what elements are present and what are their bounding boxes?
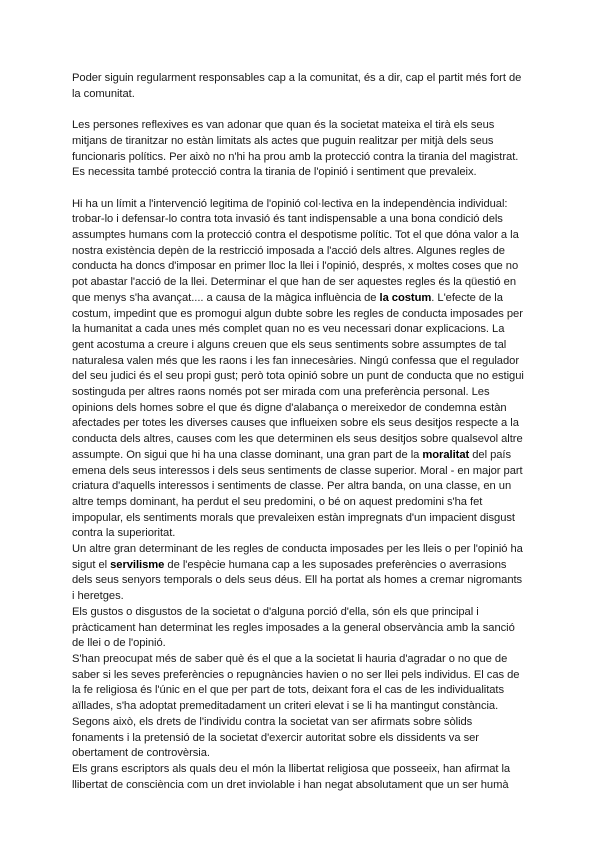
text-line: aïllades, s'ha adoptat premeditadament un criteri elevat i se li ha mantingut constància.	[72, 700, 499, 713]
text-line: la fe religiosa és l'únic en el que per part de tots, deixant fora el cas de les individualitats	[72, 684, 505, 697]
text-line: del seu judici és el seu propi gust; però tota opinió sobre un punt de conducta que no estigui	[72, 370, 524, 383]
paragraph	[72, 197, 530, 542]
text-line: la comunitat.	[72, 87, 135, 100]
paragraph-spacer	[72, 181, 530, 197]
text-line: assumptes humans com la protecció contra el despotisme polític. Tot el que dóna valor a la	[72, 229, 519, 241]
text-line: Les persones reflexives es van adonar que quan és la societat mateixa el tirà els seus	[72, 119, 495, 132]
text-line: altre temps dominant, ha perdut el seu predomini, o bé on aquest predomini s'ha fet	[72, 495, 483, 508]
text-line: mitjans de tiranitzar no estàn limitats als actes que puguin realitzar per mitjà dels seus	[72, 134, 494, 147]
bold-term: la costum	[379, 291, 432, 304]
paragraph	[72, 118, 530, 181]
paragraph	[72, 605, 530, 652]
text-line: i heretges.	[72, 590, 124, 603]
paragraph	[72, 71, 530, 102]
text-line: saber si les seves preferències o repugnàncies havien o no ser llei pels individus. El cas de	[72, 668, 520, 681]
text-line	[72, 448, 530, 464]
text-line: Hi ha un límit a l'intervenció legitima de l'opinió col·lectiva en la independència individual:	[72, 197, 508, 210]
text-line: conducta dels altres, causes com les que determinen els seus desitjos sobre qualsevol altre	[72, 433, 523, 446]
paragraph-spacer	[72, 102, 530, 118]
text-line: Es necessita també protecció contra la tirania de l'opinió i sentiment que prevaleix.	[72, 166, 477, 179]
bold-term: servilisme	[110, 558, 165, 571]
text-segment: . L'efecte de la	[431, 291, 503, 304]
text-line: Poder siguin regularment responsables cap a la comunitat, és a dir, cap el partit més fort de	[72, 72, 522, 84]
text-segment: sigut el	[72, 558, 111, 571]
text-line: funcionaris polítics. Per això no n'hi ha prou amb la protecció contra la tirania del magistrat.	[72, 150, 519, 163]
text-line: criatura d'aquells interessos i sentiments de classe. Per altra banda, on una classe, en un	[72, 480, 512, 493]
text-line: la humanitat a cada unes més complet quan no es veu necessari donar explicacions. La	[72, 323, 505, 336]
text-line: emena dels seus interessos i dels seus sentiments de classe superior. Moral - en major part	[72, 464, 523, 477]
paragraph	[72, 715, 530, 762]
text-line: costum, impedint que es promogui algun dubte sobre les regles de conducta imposades per	[72, 307, 523, 320]
text-line: sostinguda per altres raons només pot ser mirada com una preferència personal. Les	[72, 386, 490, 399]
text-line: Segons això, els drets de l'individu contra la societat van ser afirmats sobre sòlids	[72, 715, 473, 728]
text-line: gent acostuma a creure i alguns creuen que els seus sentiments sobre assumptes de tal	[72, 338, 507, 351]
paragraph	[72, 652, 530, 715]
text-line: naturalesa valen més que les raons i les fan innecesàries. Ningú confessa que el regulador	[72, 354, 519, 367]
text-line: Un altre gran determinant de les regles de conducta imposades per les lleis o per l'opinió ha	[72, 543, 523, 556]
text-line: Els gustos o disgustos de la societat o d'alguna porció d'ella, són els que principal i	[72, 605, 479, 618]
text-line: Els grans escriptors als quals deu el món la llibertat religiosa que posseeix, han afirmat la	[72, 762, 511, 775]
text-line: fonaments i la pretensió de la societat d'exercir autoritat sobre els dissidents va ser	[72, 731, 479, 744]
paragraph	[72, 762, 530, 793]
text-segment: de l'espècie humana cap a les suposades preferències o averrasions	[164, 558, 507, 571]
text-line	[72, 558, 530, 574]
text-line: pot abastar l'acció de la llei. Determinar el que han de ser aquestes regles és la qüestió en	[72, 276, 517, 289]
text-line: nostra existència depèn de la restricció imposada a l'acció dels altres. Algunes regles de	[72, 244, 505, 257]
text-line: conducta ha doncs d'imposar en primer lloc la llei i l'opinió, després, x moltes coses que no	[72, 260, 519, 273]
text-segment: del país	[469, 448, 512, 461]
text-line: contra la superioritat.	[72, 527, 176, 540]
bold-term: moralitat	[422, 448, 470, 461]
text-segment: que menys s'ha avançat.... a causa de la màgica influència de	[72, 291, 380, 304]
paragraph	[72, 542, 530, 605]
text-line: impopular, els sentiments morals que prevaleixen estàn impregnats d'un impacient disgust	[72, 511, 515, 524]
text-line: trobar-lo i defensar-lo contra tota invasió és tant indispensable a una bona condició dels	[72, 213, 503, 226]
text-line: de llei o de l'opinió.	[72, 637, 166, 650]
text-line: obertament de controvèrsia.	[72, 747, 210, 760]
text-line: pràcticament han determinat les regles imposades a la general observància amb la sanció	[72, 621, 515, 634]
text-line	[72, 291, 530, 307]
text-line: afectades per totes les diverses causes que influeixen sobre els seus desitjos respecte a la	[72, 417, 519, 430]
text-line: llibertat de consciència com un dret inviolable i han negat absolutament que un ser humà	[72, 778, 509, 791]
text-line: S'han preocupat més de saber què és el que a la societat li hauria d'agradar o no que de	[72, 652, 508, 665]
text-segment: assumpte. On sigui que hi ha una classe dominant, una gran part de la	[72, 448, 423, 461]
text-line: dels seus senyors temporals o dels seus déus. Ell ha portat als homes a cremar nigromants	[72, 574, 523, 587]
text-line: opinions dels homes sobre el que és digne d'alabança o mereixedor de condemna estàn	[72, 401, 507, 414]
